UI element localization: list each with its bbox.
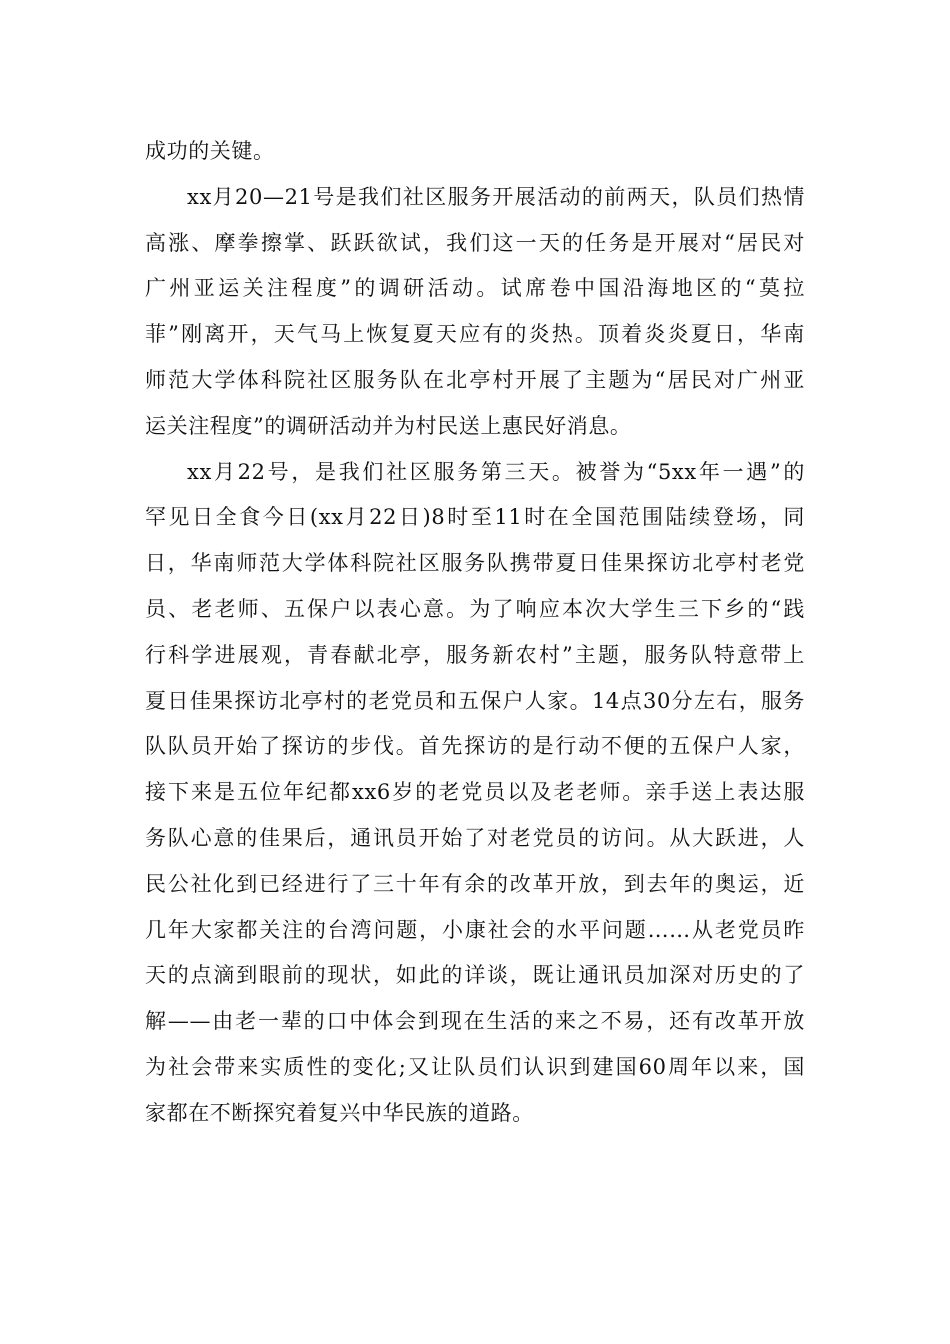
text-line: 日，华南师范大学体科院社区服务队携带夏日佳果探访北亭村老党 — [145, 551, 805, 576]
text-line: 解——由老一辈的口中体会到现在生活的来之不易，还有改革开放 — [145, 1009, 805, 1034]
text-line: 队队员开始了探访的步伐。首先探访的是行动不便的五保户人家， — [145, 734, 805, 759]
text-line: 高涨、摩拳擦掌、跃跃欲试，我们这一天的任务是开展对“居民对 — [145, 230, 805, 255]
text-line: 罕见日全食今日(xx月22日)8时至11时在全国范围陆续登场，同 — [145, 505, 805, 530]
text-line: 夏日佳果探访北亭村的老党员和五保户人家。14点30分左右，服务 — [145, 688, 805, 713]
text-line: 家都在不断探究着复兴中华民族的道路。 — [145, 1100, 534, 1125]
text-line: 行科学进展观，青春献北亭，服务新农村”主题，服务队特意带上 — [145, 642, 805, 667]
text-line: 务队心意的佳果后，通讯员开始了对老党员的访问。从大跃进，人 — [145, 825, 805, 850]
text-line: 成功的关键。 — [145, 139, 275, 163]
text-line: 几年大家都关注的台湾问题，小康社会的水平问题……从老党员昨 — [145, 917, 805, 942]
text-line: 师范大学体科院社区服务队在北亭村开展了主题为“居民对广州亚 — [145, 367, 805, 392]
text-line: 接下来是五位年纪都xx6岁的老党员以及老老师。亲手送上表达服 — [145, 780, 805, 805]
text-line: 菲”刚离开，天气马上恢复夏天应有的炎热。顶着炎炎夏日，华南 — [145, 322, 805, 347]
text-line: 为社会带来实质性的变化;又让队员们认识到建国60周年以来，国 — [145, 1054, 805, 1079]
text-line: 民公社化到已经进行了三十年有余的改革开放，到去年的奥运，近 — [145, 871, 805, 896]
text-line: 员、老老师、五保户以表心意。为了响应本次大学生三下乡的“践 — [145, 596, 805, 621]
text-line: xx月22号，是我们社区服务第三天。被誉为“5xx年一遇”的 — [187, 459, 805, 484]
text-line: xx月20—21号是我们社区服务开展活动的前两天，队员们热情 — [187, 184, 805, 209]
text-line: 天的点滴到眼前的现状，如此的详谈，既让通讯员加深对历史的了 — [145, 963, 805, 988]
text-line: 运关注程度”的调研活动并为村民送上惠民好消息。 — [145, 413, 632, 438]
body-text — [145, 129, 805, 1137]
text-line: 广州亚运关注程度”的调研活动。试席卷中国沿海地区的“莫拉 — [145, 276, 805, 301]
